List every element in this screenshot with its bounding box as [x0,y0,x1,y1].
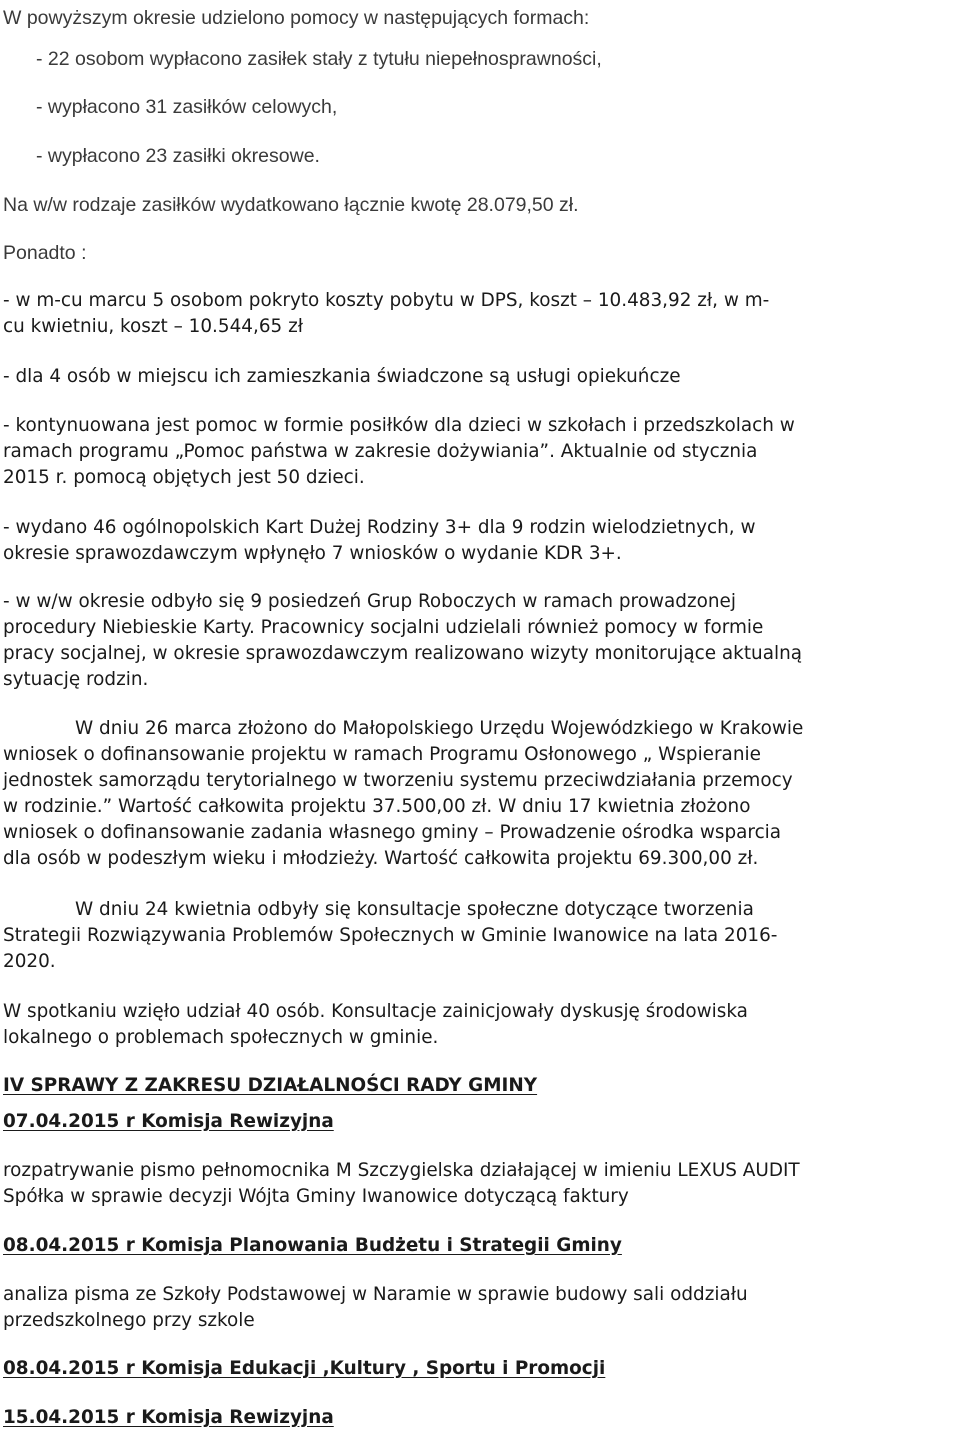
commission-text: rozpatrywanie pismo pełnomocnika M Szczygielska działającej w imieniu LEXUS AUDIT [3,1160,800,1181]
wniosek-line: jednostek samorządu terytorialnego w tworzeniu systemu przeciwdziałania przemocy [3,770,793,791]
list-item: - wypłacono 31 zasiłków celowych, [36,96,338,118]
kdr-line: - wydano 46 ogólnopolskich Kart Dużej Rodziny 3+ dla 9 rodzin wielodzietnych, w [3,517,756,538]
commission-text: przedszkolnego przy szkole [3,1310,255,1331]
wniosek-line: dla osób w podeszłym wieku i młodzieży. Wartość całkowita projektu 69.300,00 zł. [3,848,759,869]
ponadto-text: Ponadto : [3,242,87,264]
commission-heading: 07.04.2015 r Komisja Rewizyjna [3,1111,334,1132]
wniosek-line: wniosek o dofinansowanie zadania własnego gminy – Prowadzenie ośrodka wsparcia [3,822,782,843]
opiekuncze-text: - dla 4 osób w miejscu ich zamieszkania świadczone są usługi opiekuńcze [3,366,681,387]
konsultacje-line: 2020. [3,951,56,972]
grupy-line: procedury Niebieskie Karty. Pracownicy socjalni udzielali również pomocy w formie [3,617,764,638]
section-heading: IV SPRAWY Z ZAKRESU DZIAŁALNOŚCI RADY GMINY [3,1075,538,1096]
commission-heading: 08.04.2015 r Komisja Edukacji ,Kultury , Sportu i Promocji [3,1358,606,1379]
konsultacje-line: W dniu 24 kwietnia odbyły się konsultacje społeczne dotyczące tworzenia [75,899,754,920]
intro-text: W powyższym okresie udzielono pomocy w następujących formach: [3,7,590,29]
posilki-line: ramach programu „Pomoc państwa w zakresie dożywiania”. Aktualnie od stycznia [3,441,758,462]
grupy-line: - w w/w okresie odbyło się 9 posiedzeń Grup Roboczych w ramach prowadzonej [3,591,736,612]
dps-line: cu kwietniu, koszt – 10.544,65 zł [3,316,303,337]
spotkanie-line: W spotkaniu wzięło udział 40 osób. Konsultacje zainicjowały dyskusję środowiska [3,1001,748,1022]
grupy-line: pracy socjalnej, w okresie sprawozdawczym realizowano wizyty monitorujące aktualną [3,643,802,664]
kdr-line: okresie sprawozdawczym wpłynęło 7 wniosków o wydanie KDR 3+. [3,543,622,564]
dps-line: - w m-cu marcu 5 osobom pokryto koszty pobytu w DPS, koszt – 10.483,92 zł, w m- [3,290,770,311]
posilki-line: - kontynuowana jest pomoc w formie posiłków dla dzieci w szkołach i przedszkolach w [3,415,795,436]
spotkanie-line: lokalnego o problemach społecznych w gminie. [3,1027,439,1048]
total-text: Na w/w rodzaje zasiłków wydatkowano łącznie kwotę 28.079,50 zł. [3,194,579,216]
wniosek-line: w rodzinie.” Wartość całkowita projektu 37.500,00 zł. W dniu 17 kwietnia złożono [3,796,751,817]
posilki-line: 2015 r. pomocą objętych jest 50 dzieci. [3,467,365,488]
commission-heading: 08.04.2015 r Komisja Planowania Budżetu i Strategii Gminy [3,1235,622,1256]
konsultacje-line: Strategii Rozwiązywania Problemów Społecznych w Gminie Iwanowice na lata 2016- [3,925,778,946]
commission-text: Spółka w sprawie decyzji Wójta Gminy Iwanowice dotyczącą faktury [3,1186,629,1207]
grupy-line: sytuację rodzin. [3,669,149,690]
wniosek-line: W dniu 26 marca złożono do Małopolskiego Urzędu Wojewódzkiego w Krakowie [75,718,804,739]
list-item: - wypłacono 23 zasiłki okresowe. [36,145,320,167]
commission-heading: 15.04.2015 r Komisja Rewizyjna [3,1407,334,1428]
list-item: - 22 osobom wypłacono zasiłek stały z tytułu niepełnosprawności, [36,48,602,70]
commission-text: analiza pisma ze Szkoły Podstawowej w Naramie w sprawie budowy sali oddziału [3,1284,748,1305]
wniosek-line: wniosek o dofinansowanie projektu w ramach Programu Osłonowego „ Wspieranie [3,744,761,765]
